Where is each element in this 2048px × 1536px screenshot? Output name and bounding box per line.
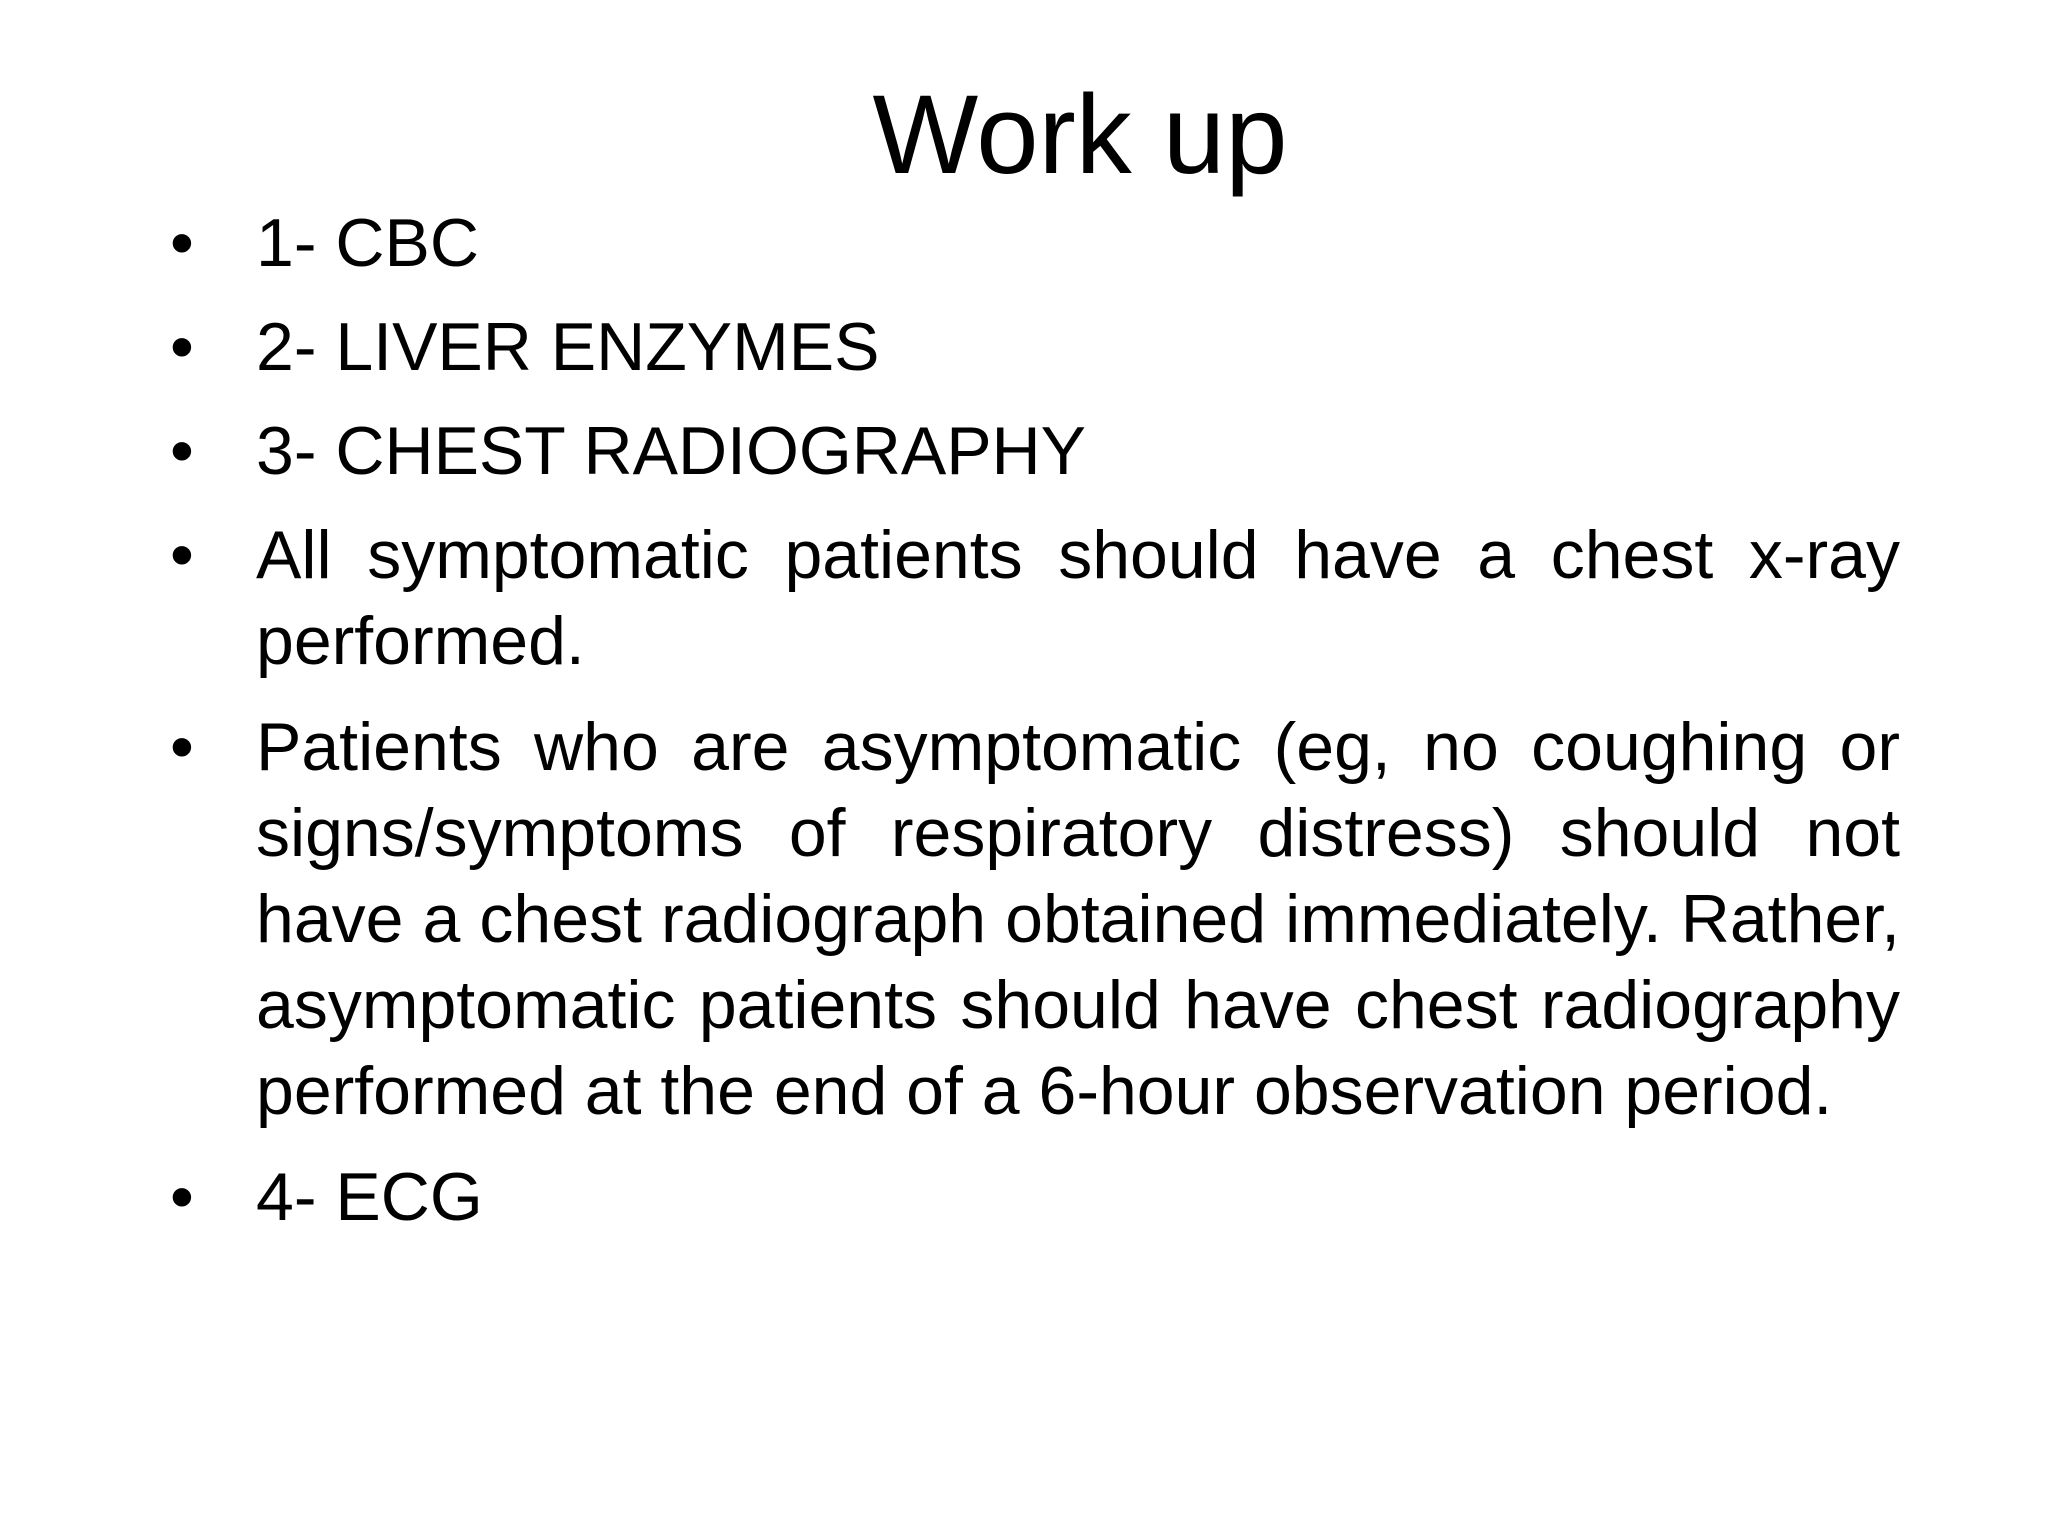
list-item-symptomatic-patients	[170, 512, 1900, 684]
list-item-text: 4- ECG	[256, 1159, 483, 1235]
list-item-text: 1- CBC	[256, 205, 479, 281]
list-item-ecg	[170, 1154, 1900, 1240]
bullet-icon: •	[170, 517, 194, 593]
bullet-icon: •	[170, 309, 194, 385]
list-item-text: All symptomatic patients should have a chest x-ray performed.	[256, 517, 1900, 679]
list-item-liver-enzymes	[170, 304, 1900, 390]
list-item-text: 3- CHEST RADIOGRAPHY	[256, 413, 1087, 489]
list-item-text: 2- LIVER ENZYMES	[256, 309, 880, 385]
bullet-icon: •	[170, 413, 194, 489]
bullet-icon: •	[170, 709, 194, 785]
list-item-asymptomatic-patients	[170, 704, 1900, 1134]
slide-title: Work up	[872, 72, 1288, 197]
bullet-icon: •	[170, 205, 194, 281]
bullet-icon: •	[170, 1159, 194, 1235]
bullet-list	[170, 200, 1900, 1258]
list-item-chest-radiography	[170, 408, 1900, 494]
list-item-cbc	[170, 200, 1900, 286]
list-item-text: Patients who are asymptomatic (eg, no coughing or signs/symptoms of respiratory distress) should not have a chest radiograph obtained immediately. Rather, asymptomatic patients should have chest radiography performed at the end of a 6-hour observation period.	[256, 709, 1900, 1129]
